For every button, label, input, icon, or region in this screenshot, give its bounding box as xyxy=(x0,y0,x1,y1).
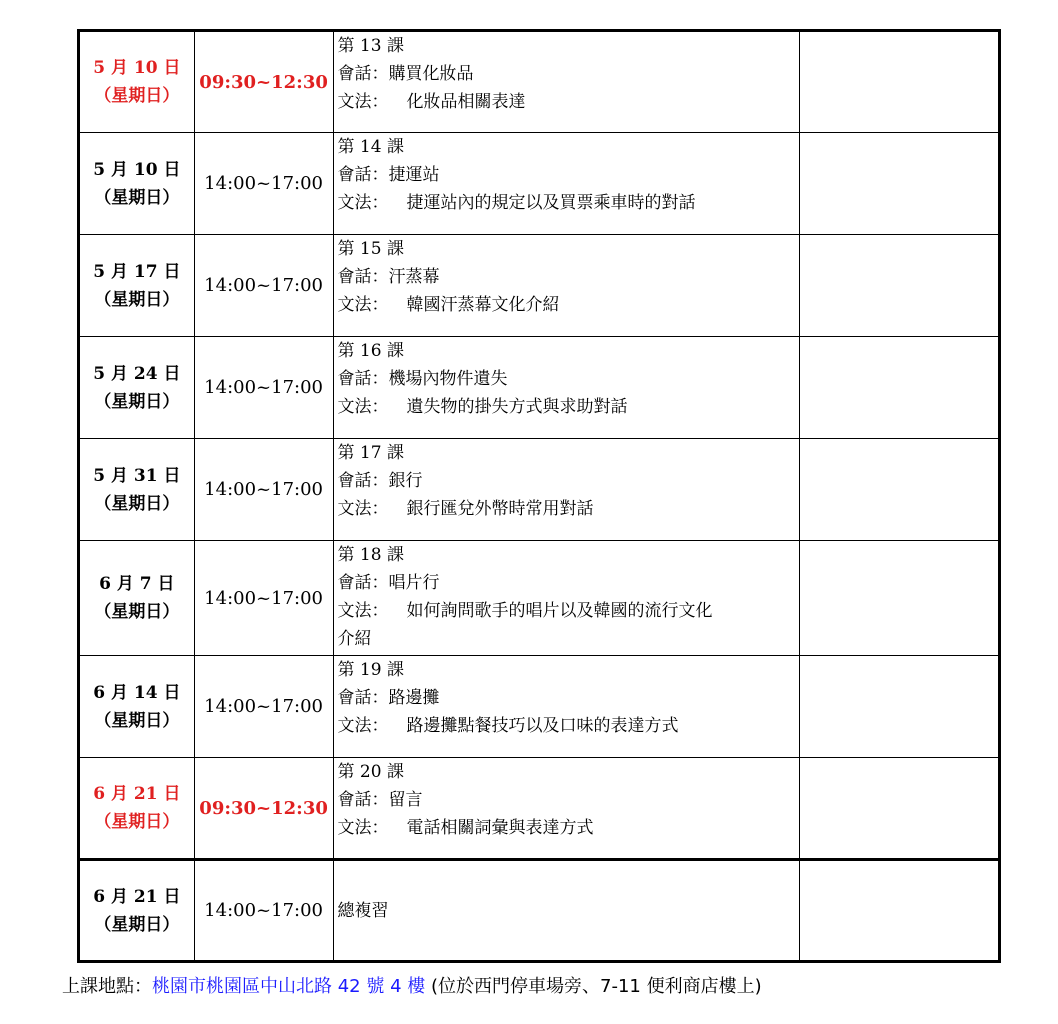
lesson-number: 第 15 課 xyxy=(337,239,404,259)
date-cell: 5 月 10 日 （星期日） xyxy=(79,133,195,235)
date-cell: 6 月 21 日 （星期日） xyxy=(79,758,195,860)
time-cell: 09:30~12:30 xyxy=(194,31,333,133)
date-cell: 5 月 17 日 （星期日） xyxy=(79,235,195,337)
grammar-line-continued: 介紹 xyxy=(337,629,372,649)
blank-cell xyxy=(800,337,1000,439)
date-cell: 6 月 14 日 （星期日） xyxy=(79,656,195,758)
content-cell xyxy=(333,235,800,337)
table-row xyxy=(79,337,1000,439)
conversation-line: 會話：銀行 xyxy=(337,471,423,491)
conversation-line: 會話：機場內物件遺失 xyxy=(337,369,508,389)
time-cell: 09:30~12:30 xyxy=(194,758,333,860)
time-cell: 14:00~17:00 xyxy=(194,235,333,337)
review-content-cell: 總複習 xyxy=(333,860,800,962)
table-row xyxy=(79,541,1000,656)
time-cell: 14:00~17:00 xyxy=(194,133,333,235)
blank-cell xyxy=(800,541,1000,656)
content-cell xyxy=(333,758,800,860)
location-note: (位於西門停車場旁、7-11 便利商店樓上) xyxy=(425,976,762,997)
blank-cell xyxy=(800,758,1000,860)
conversation-line: 會話：路邊攤 xyxy=(337,688,440,708)
table-row xyxy=(79,235,1000,337)
schedule-table xyxy=(77,29,1001,963)
grammar-line: 文法： 遺失物的掛失方式與求助對話 xyxy=(337,397,628,417)
blank-cell xyxy=(800,860,1000,962)
table-row xyxy=(79,133,1000,235)
date-cell: 6 月 7 日 （星期日） xyxy=(79,541,195,656)
table-row xyxy=(79,758,1000,860)
location-footer xyxy=(62,972,762,998)
conversation-line: 會話：留言 xyxy=(337,790,423,810)
lesson-number: 第 14 課 xyxy=(337,137,404,157)
date-cell: 6 月 21 日 （星期日） xyxy=(79,860,195,962)
time-cell: 14:00~17:00 xyxy=(194,541,333,656)
date-cell: 5 月 31 日 （星期日） xyxy=(79,439,195,541)
blank-cell xyxy=(800,133,1000,235)
content-cell xyxy=(333,541,800,656)
content-cell xyxy=(333,31,800,133)
date-cell: 5 月 24 日 （星期日） xyxy=(79,337,195,439)
grammar-line: 文法： 電話相關詞彙與表達方式 xyxy=(337,818,594,838)
blank-cell xyxy=(800,31,1000,133)
table-row xyxy=(79,656,1000,758)
grammar-line: 文法： 捷運站內的規定以及買票乘車時的對話 xyxy=(337,193,696,213)
lesson-number: 第 16 課 xyxy=(337,341,404,361)
grammar-line: 文法： 韓國汗蒸幕文化介紹 xyxy=(337,295,560,315)
blank-cell xyxy=(800,439,1000,541)
location-address: 桃園市桃園區中山北路 42 號 4 樓 xyxy=(152,976,426,997)
grammar-line: 文法： 路邊攤點餐技巧以及口味的表達方式 xyxy=(337,716,679,736)
lesson-number: 第 17 課 xyxy=(337,443,404,463)
time-cell: 14:00~17:00 xyxy=(194,860,333,962)
location-label: 上課地點： xyxy=(62,976,152,997)
lesson-number: 第 19 課 xyxy=(337,660,404,680)
conversation-line: 會話：購買化妝品 xyxy=(337,64,474,84)
table-row xyxy=(79,31,1000,133)
grammar-line: 文法： 銀行匯兌外幣時常用對話 xyxy=(337,499,594,519)
grammar-line: 文法： 如何詢問歌手的唱片以及韓國的流行文化 xyxy=(337,601,713,621)
conversation-line: 會話：捷運站 xyxy=(337,165,440,185)
date-cell: 5 月 10 日 （星期日） xyxy=(79,31,195,133)
lesson-number: 第 13 課 xyxy=(337,36,404,56)
conversation-line: 會話：唱片行 xyxy=(337,573,440,593)
conversation-line: 會話：汗蒸幕 xyxy=(337,267,440,287)
time-cell: 14:00~17:00 xyxy=(194,439,333,541)
review-row xyxy=(79,860,1000,962)
content-cell xyxy=(333,439,800,541)
content-cell xyxy=(333,337,800,439)
blank-cell xyxy=(800,235,1000,337)
content-cell xyxy=(333,656,800,758)
lesson-number: 第 20 課 xyxy=(337,762,404,782)
lesson-number: 第 18 課 xyxy=(337,545,404,565)
content-cell xyxy=(333,133,800,235)
table-row xyxy=(79,439,1000,541)
blank-cell xyxy=(800,656,1000,758)
time-cell: 14:00~17:00 xyxy=(194,337,333,439)
grammar-line: 文法： 化妝品相關表達 xyxy=(337,92,526,112)
time-cell: 14:00~17:00 xyxy=(194,656,333,758)
